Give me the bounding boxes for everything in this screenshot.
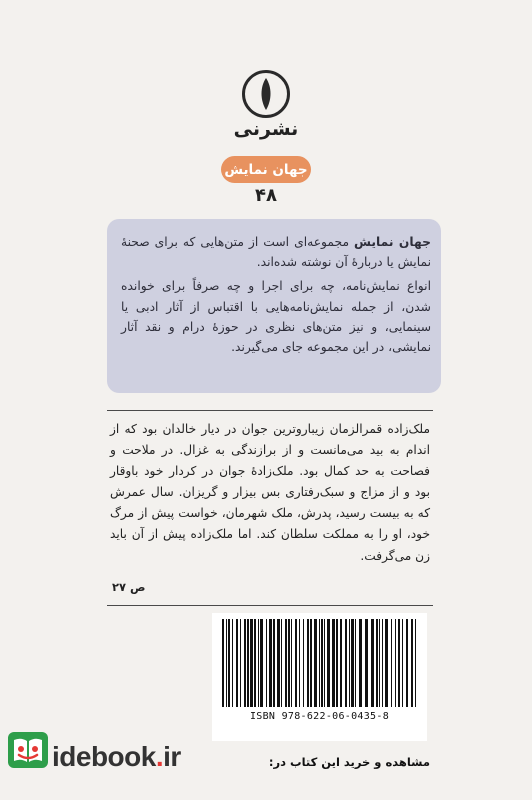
barcode-area	[212, 613, 427, 741]
barcode-bar	[247, 619, 249, 707]
barcode-bar	[299, 619, 300, 707]
barcode-bar	[281, 619, 282, 707]
barcode-bar	[310, 619, 312, 707]
idebook-tld: ir	[163, 741, 181, 772]
barcode-bar	[321, 619, 323, 707]
isbn-text: ISBN 978-622-06-0435-8	[249, 711, 390, 722]
barcode-bar	[260, 619, 263, 707]
series-description-lead: جهان نمایش	[354, 235, 431, 249]
barcode-bar	[365, 619, 368, 707]
series-description-text: مجموعه‌ای است از متن‌هایی که برای صحنهٔ نمایش یا دربارهٔ آن نوشته شده‌اند.	[121, 235, 431, 270]
barcode-bar	[269, 619, 272, 707]
barcode-bar	[244, 619, 246, 707]
barcode-bar	[250, 619, 253, 707]
publisher-logo-icon	[242, 70, 290, 118]
idebook-site-name[interactable]	[52, 742, 181, 772]
excerpt-page-reference: ص ۲۷	[112, 580, 146, 594]
barcode-bar	[379, 619, 380, 707]
barcode-bar	[355, 619, 356, 707]
book-excerpt	[107, 410, 433, 606]
publisher-name: نشرنی	[233, 118, 299, 140]
barcode-bar	[349, 619, 350, 707]
series-description-paragraph-1	[121, 232, 431, 272]
barcode-bar	[385, 619, 388, 707]
series-description-paragraph-2: انواع نمایش‌نامه، چه برای اجرا و چه صرفاً برای خوانده شدن، از جمله نمایش‌نامه‌هایی با اقتباس از آثار ادبی یا سینمایی، و نیز متن‌های نظری در حوزهٔ درام و نقد آثار نمایشی، در این مجموعه جای می‌گیرند.	[121, 279, 431, 355]
barcode-bar	[266, 619, 267, 707]
barcode-bar	[351, 619, 354, 707]
series-number: ۴۸	[255, 185, 277, 206]
barcode-bar	[285, 619, 287, 707]
barcode-bar	[236, 619, 238, 707]
barcode-bar	[398, 619, 400, 707]
barcode-image	[218, 619, 421, 707]
barcode-bar	[345, 619, 347, 707]
barcode-bar	[295, 619, 297, 707]
barcode-bar	[319, 619, 320, 707]
barcode-bar	[391, 619, 392, 707]
barcode-bar	[411, 619, 413, 707]
buy-online-text: مشاهده و خرید این کتاب در:	[268, 755, 430, 769]
barcode-bar	[232, 619, 233, 707]
barcode-bar	[406, 619, 408, 707]
barcode-bar	[228, 619, 230, 707]
barcode-bar	[415, 619, 416, 707]
barcode-bar	[240, 619, 241, 707]
series-badge: جهان نمایش	[221, 156, 311, 183]
barcode-bar	[402, 619, 403, 707]
barcode-bar	[277, 619, 280, 707]
barcode-bar	[395, 619, 396, 707]
barcode-bar	[314, 619, 317, 707]
barcode-bar	[336, 619, 338, 707]
barcode-bar	[273, 619, 275, 707]
series-description-box	[107, 219, 441, 393]
barcode-bar	[222, 619, 224, 707]
barcode-bar	[324, 619, 325, 707]
barcode-bar	[332, 619, 335, 707]
book-excerpt-text: ملک‌زاده قمرالزمان زیباروترین جوان در دیار خالدان بود که از اندام به بید می‌مانست و از برازندگی به غزال. در ملاحت و فصاحت به حد کمال بود. ملک‌زادهٔ جوان در کردار خود باوقار بود و از مزاج و سبک‌رفتاری بس بیزار و گریزان. سال عمرش که به بیست رسید، پدرش، ملک شهرمان، خواست پیش از مرگ خود، او را به مملکت سلطان کند. اما ملک‌زاده پیش از آن باید زن می‌گرفت.	[110, 422, 430, 563]
barcode-bar	[226, 619, 227, 707]
barcode-bar	[382, 619, 383, 707]
barcode-bar	[376, 619, 378, 707]
idebook-brand: idebook	[52, 741, 156, 772]
barcode-bar	[371, 619, 374, 707]
barcode-bar	[307, 619, 309, 707]
barcode-bar	[254, 619, 256, 707]
barcode-bar	[288, 619, 290, 707]
barcode-bar	[291, 619, 292, 707]
barcode-bar	[340, 619, 342, 707]
idebook-dot: .	[155, 741, 164, 772]
idebook-logo-icon	[6, 728, 50, 772]
barcode-bar	[303, 619, 304, 707]
barcode-bar	[258, 619, 259, 707]
barcode-bar	[327, 619, 330, 707]
barcode-bar	[359, 619, 362, 707]
